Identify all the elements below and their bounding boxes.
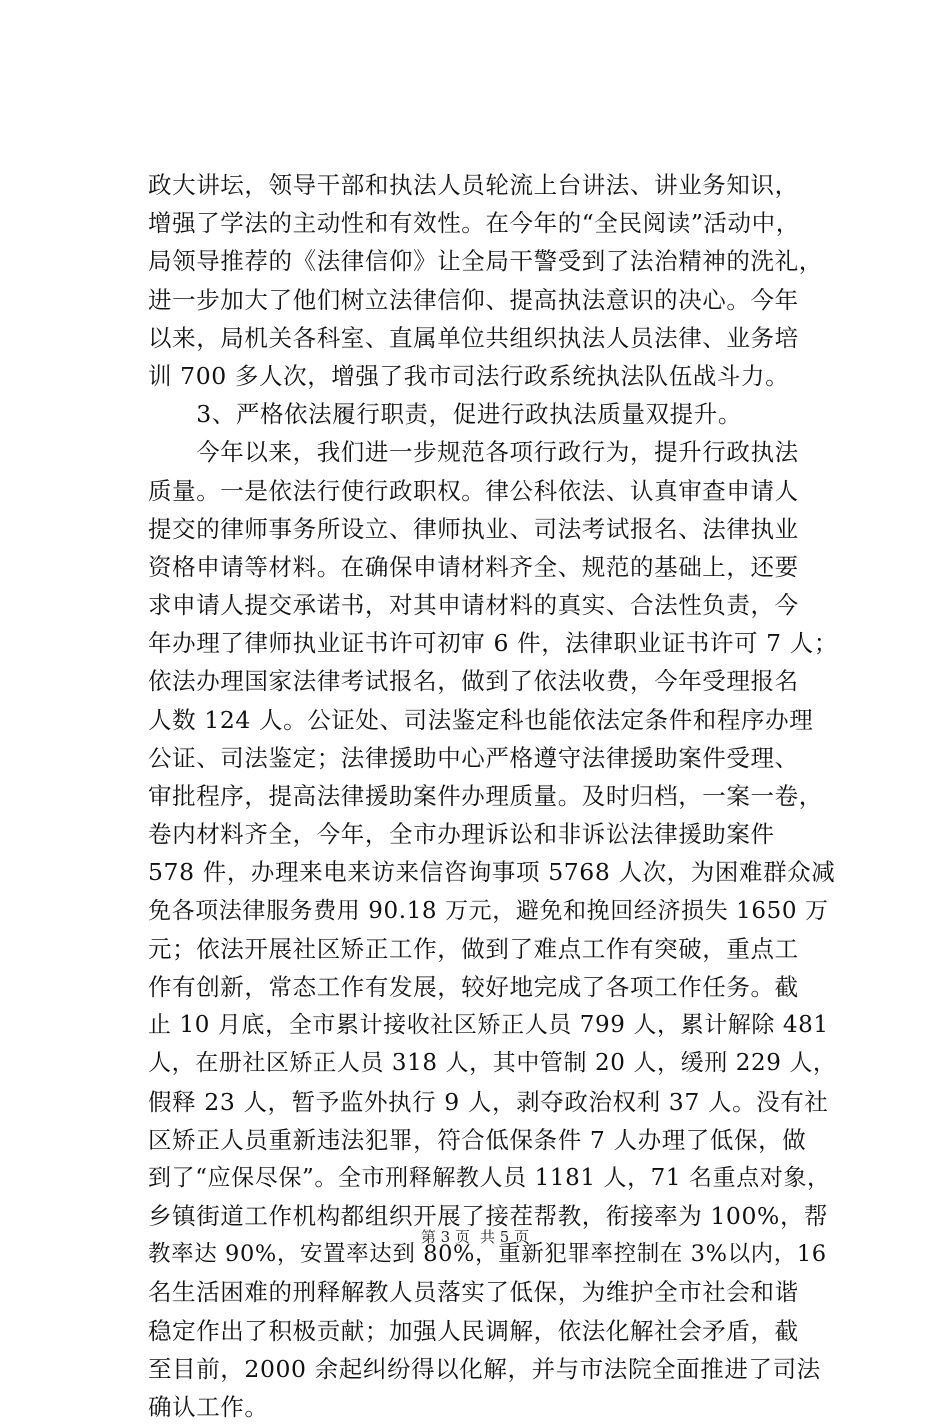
text-line: 止 10 月底，全市累计接收社区矫正人员 799 人，累计解除 481 [148, 1012, 829, 1039]
text-line: 假释 23 人，暂予监外执行 9 人，剥夺政治权利 37 人。没有社 [148, 1087, 829, 1116]
text-line: 年办理了律师执业证书许可初审 6 件，法律职业证书许可 7 人； [148, 629, 838, 658]
text-line: 名生活困难的刑释解教人员落实了低保，为维护全市社会和谐 [148, 1278, 799, 1307]
text-line: 免各项法律服务费用 90.18 万元，避免和挽回经济损失 1650 万 [148, 897, 829, 924]
text-line: 增强了学法的主动性和有效性。在今年的“全民阅读”活动中， [148, 209, 800, 238]
text-line: 质量。一是依法行使行政职权。律公科依法、认真审查申请人 [148, 476, 799, 505]
text-line: 资格申请等材料。在确保申请材料齐全、规范的基础上，还要 [148, 552, 799, 581]
text-line: 提交的律师事务所设立、律师执业、司法考试报名、法律执业 [148, 514, 799, 543]
text-line: 求申请人提交承诺书，对其申请材料的真实、合法性负责，今 [148, 591, 799, 620]
text-line: 稳定作出了积极贡献；加强人民调解，依法化解社会矛盾，截 [148, 1316, 799, 1345]
text-line: 元；依法开展社区矫正工作，做到了难点工作有突破，重点工 [148, 934, 799, 963]
text-line: 至目前，2000 余起纠纷得以化解，并与市法院全面推进了司法 [148, 1354, 821, 1383]
text-line: 进一步加大了他们树立法律信仰、提高执法意识的决心。今年 [148, 285, 799, 314]
text-line: 以来，局机关各科室、直属单位共组织执法人员法律、业务培 [148, 323, 799, 352]
text-line: 到了“应保尽保”。全市刑释解教人员 1181 人，71 名重点对象， [148, 1164, 831, 1191]
text-line: 578 件，办理来电来访来信咨询事项 5768 人次，为困难群众减 [148, 858, 836, 887]
text-line: 人，在册社区矫正人员 318 人，其中管制 20 人，缓刑 229 人， [148, 1050, 837, 1077]
page-number: 第 3 页 [420, 1228, 470, 1246]
text-line: 区矫正人员重新违法犯罪，符合低保条件 7 人办理了低保，做 [148, 1125, 807, 1154]
text-line: 局领导推荐的《法律信仰》让全局干警受到了法治精神的洗礼， [148, 247, 823, 276]
text-line: 依法办理国家法律考试报名，做到了依法收费，今年受理报名 [148, 667, 799, 696]
page-footer [0, 1226, 950, 1247]
section-heading: 3、严格依法履行职责，促进行政执法质量双提升。 [148, 400, 742, 429]
text-line: 公证、司法鉴定；法律援助中心严格遵守法律援助案件受理、 [148, 743, 799, 772]
text-line: 训 700 多人次，增强了我市司法行政系统执法队伍战斗力。 [148, 361, 790, 390]
text-line: 人数 124 人。公证处、司法鉴定科也能依法定条件和程序办理 [148, 705, 814, 734]
text-line: 教率达 90%，安置率达到 80%，重新犯罪率控制在 3%以内，16 [148, 1241, 827, 1268]
text-line: 确认工作。 [148, 1393, 269, 1421]
text-line: 政大讲坛，领导干部和执法人员轮流上台讲法、讲业务知识， [148, 171, 799, 199]
text-line: 今年以来，我们进一步规范各项行政行为，提升行政执法 [148, 438, 799, 467]
text-line: 卷内材料齐全，今年，全市办理诉讼和非诉讼法律援助案件 [148, 820, 775, 849]
page-total: 共 5 页 [480, 1228, 530, 1246]
text-line: 作有创新，常态工作有发展，较好地完成了各项工作任务。截 [148, 972, 799, 1001]
text-line: 审批程序，提高法律援助案件办理质量。及时归档，一案一卷， [148, 782, 823, 810]
text-line: 乡镇街道工作机构都组织开展了接茬帮教，衔接率为 100%，帮 [148, 1202, 829, 1231]
